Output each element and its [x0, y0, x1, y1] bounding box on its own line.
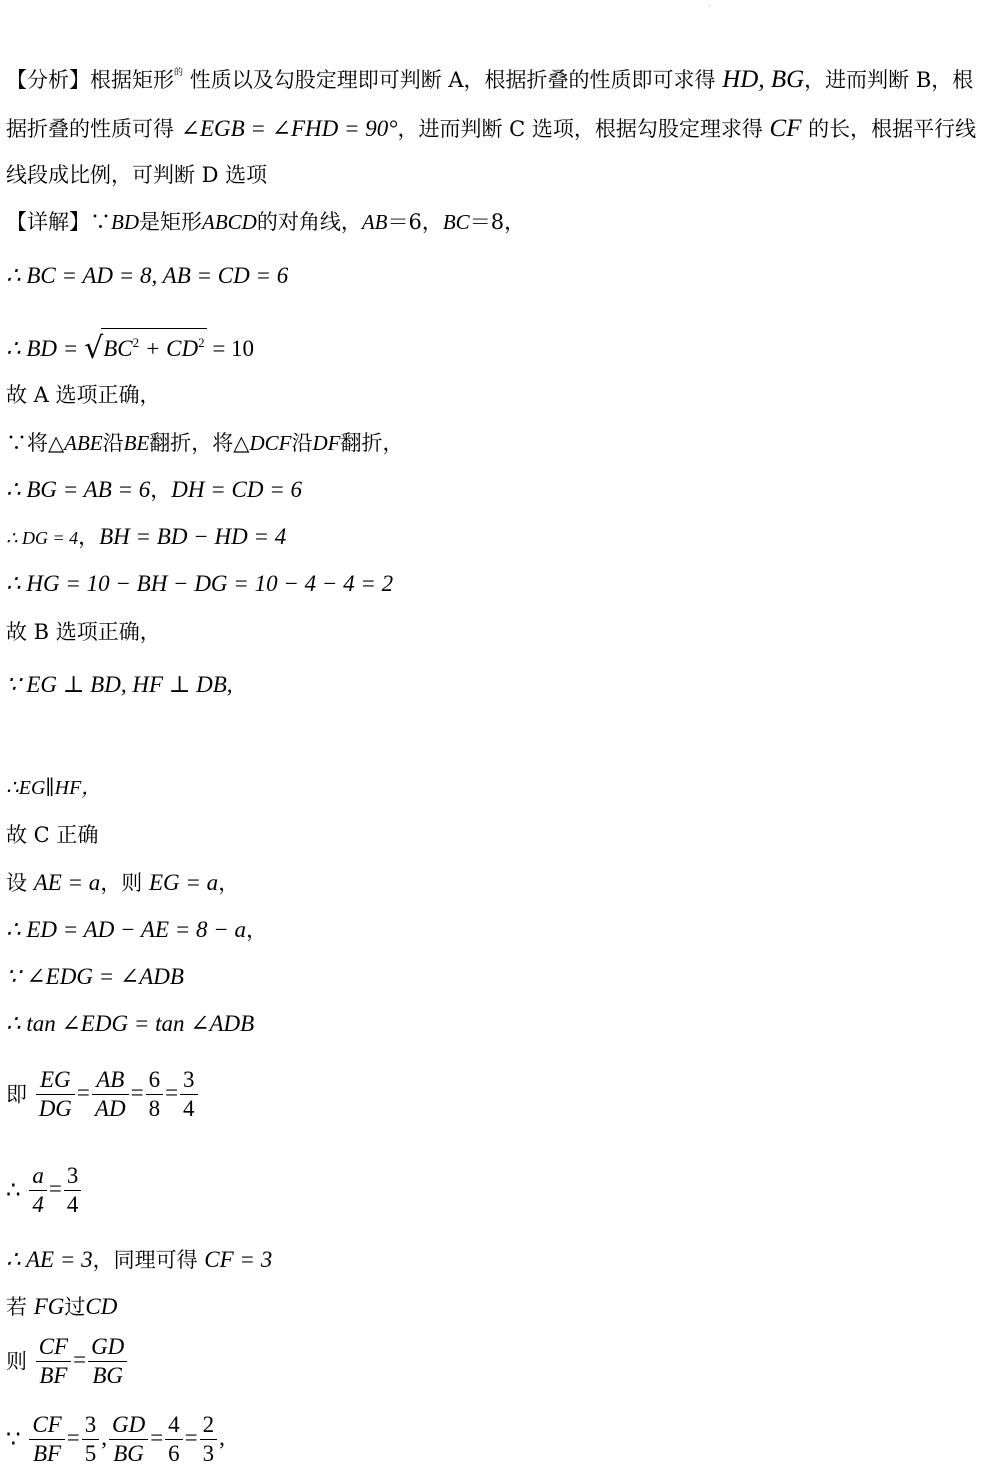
fraction: $\frac{CF}{BF}$ [29, 1411, 64, 1468]
analysis-line-3: 线段成比例，可判断 D 选项 [6, 163, 268, 187]
conclusion-b: 故 B 选项正确， [6, 620, 161, 644]
conclusion-a: 故 A 选项正确， [6, 383, 161, 407]
fraction: $\frac{4}{6}$ [165, 1411, 183, 1468]
fraction: $\frac{3}{4}$ [180, 1066, 198, 1123]
radicand: $BC^2 + CD^2$ [101, 328, 206, 363]
conclusion-c: 故 C 正确 [6, 823, 99, 847]
line-a-ratio: ∴ $\frac{a}{4}$ = $\frac{3}{4}$ [6, 1162, 83, 1219]
line-perpendicular: ∵ EG ⊥ BD, HF ⊥ DB, [6, 672, 233, 697]
fraction: $\frac{6}{8}$ [146, 1066, 164, 1123]
line-dg-bh: ∴ DG = 4，BH = BD − HD = 4 [6, 524, 287, 549]
line-ed: ∴ ED = AD − AE = 8 − a， [6, 917, 268, 942]
detail-line: 【详解】∵BD是矩形ABCD的对角线，AB＝6，BC＝8， [6, 210, 526, 234]
line-then-ratio: 则 $\frac{CF}{BF}$ = $\frac{GD}{BG}$ [6, 1333, 129, 1390]
fraction: $\frac{AB}{AD}$ [92, 1066, 129, 1123]
fraction: $\frac{a}{4}$ [29, 1162, 47, 1219]
fraction: $\frac{3}{5}$ [82, 1411, 100, 1468]
line-parallel: ∴EG∥HF， [6, 777, 102, 799]
sqrt-icon: √ [84, 331, 104, 366]
fraction: $\frac{3}{4}$ [64, 1162, 82, 1219]
line-ae-cf: ∴ AE = 3，同理可得 CF = 3 [6, 1247, 273, 1272]
fraction: $\frac{EG}{DG}$ [36, 1066, 75, 1123]
line-angle-eq: ∵ ∠EDG = ∠ADB [6, 964, 184, 989]
line-bd-sqrt: ∴ BD = $√BC^2 + CD^2 = 10$ [6, 328, 254, 364]
fraction: $\frac{2}{3}$ [200, 1411, 218, 1468]
line-tan-eq: ∴ tan ∠EDG = tan ∠ADB [6, 1011, 255, 1036]
line-if-fg: 若 FG过CD [6, 1294, 118, 1319]
analysis-line-2: 据折叠的性质可得 ∠EGB = ∠FHD = 90°，进而判断 C 选项，根据勾股定理求得 CF 的长，根据平行线 [6, 115, 977, 142]
fraction: $\frac{GD}{BG}$ [109, 1411, 148, 1468]
line-bg-dh: ∴ BG = AB = 6，DH = CD = 6 [6, 477, 302, 502]
fraction: $\frac{GD}{BG}$ [88, 1333, 127, 1390]
line-ratio: 即 $\frac{EG}{DG}$ = $\frac{AB}{AD}$ = $\frac{6}{8}$ = $\frac{3}{4}$ [6, 1066, 200, 1123]
analysis-line-1: 【分析】根据矩形$^的$ 性质以及勾股定理即可判断 A，根据折叠的性质即可求得 HD, BG，进而判断 B，根 [6, 66, 974, 93]
line-hg: ∴ HG = 10 − BH − DG = 10 − 4 − 4 = 2 [6, 571, 394, 596]
line-set-ae: 设 AE = a，则 EG = a， [6, 870, 240, 895]
line-bc-ad: ∴ BC = AD = 8, AB = CD = 6 [6, 263, 289, 288]
line-because-ratio: ∵ $\frac{CF}{BF}$ = $\frac{3}{5}$ , $\frac{GD}{BG}$ = $\frac{4}{6}$ = $\frac{2}{3}$ , [6, 1412, 225, 1466]
fold-line: ∵将△ABE沿BE翻折，将△DCF沿DF翻折， [6, 431, 404, 455]
fraction: $\frac{CF}{BF}$ [36, 1333, 71, 1390]
header-mark: · [708, 2, 711, 11]
